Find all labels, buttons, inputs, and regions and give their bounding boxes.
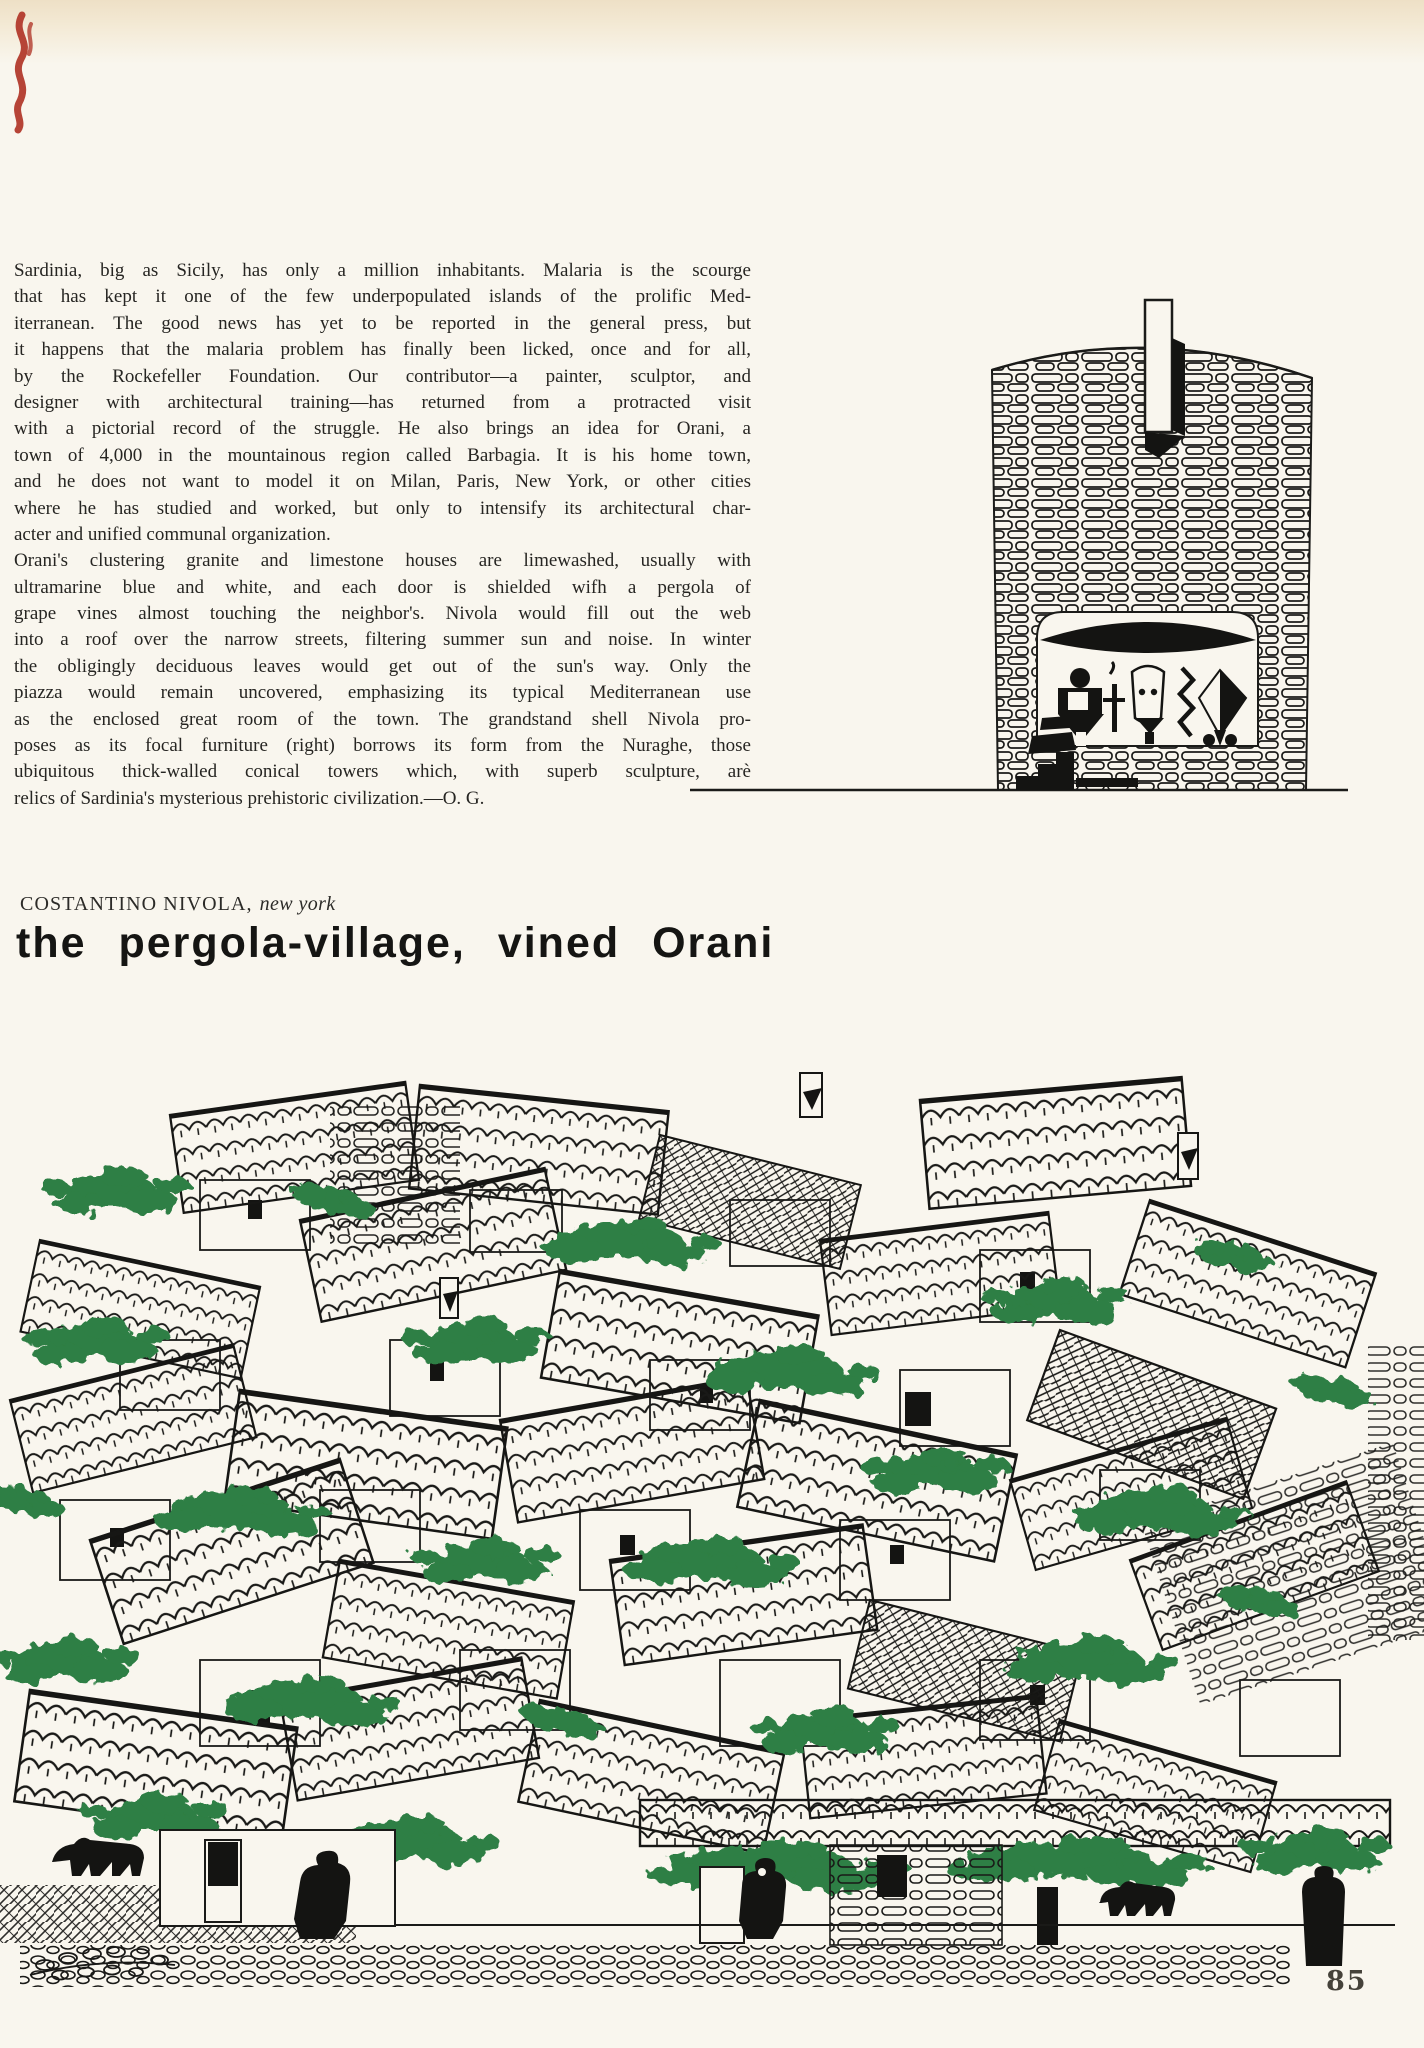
text-line: designer with architectural training—has returned from a protracted visit [14,391,751,413]
text-line: iterranean. The good news has yet to be reported in the general press, but [14,312,751,334]
standing-figure-right [1302,1866,1345,1966]
text-line: that has kept it one of the few underpopulated islands of the prolific Med- [14,286,751,308]
text-line: as the enclosed great room of the town. The grandstand shell Nivola pro- [14,708,751,730]
text-line: acter and unified communal organization. [14,523,331,545]
byline-location: new york [259,893,336,915]
text-line: relics of Sardinia's mysterious prehistoric civilization.—O. G. [14,787,485,809]
byline-name: COSTANTINO NIVOLA, [20,893,253,915]
stone-house-wall [830,1845,1002,1945]
text-line: piazza would remain uncovered, emphasizing its typical Mediterranean use [14,682,751,704]
doorway-center [700,1867,744,1943]
figure-face-dot [758,1868,766,1876]
dark-door-right [1037,1887,1058,1945]
donkey-silhouette-right [1099,1881,1175,1916]
byline [20,893,336,916]
text-line: by the Rockefeller Foundation. Our contributor—a painter, sculptor, and [14,365,751,387]
niche-figures [1058,662,1246,746]
intro-text [14,258,751,812]
text-line: ultramarine blue and white, and each door is shielded wifh a pergola of [14,576,751,598]
text-line: Orani's clustering granite and limestone houses are limewashed, usually with [14,550,751,572]
text-line: Sardinia, big as Sicily, has only a million inhabitants. Malaria is the scourge [14,260,751,281]
page-title: the pergola-village, vined Orani [16,919,775,967]
text-line: with a pictorial record of the struggle. He also brings an idea for Orani, a [14,418,751,440]
intro-paragraph-2 [14,548,751,812]
page-number: 85 [1326,1966,1368,1997]
text-line: where he has studied and worked, but only to intensify its architectural char- [14,497,751,519]
text-line: poses as its focal furniture (right) borrows its form from the Nuraghe, those [14,735,751,757]
intro-paragraph-1 [14,258,751,548]
text-line: the obligingly deciduous leaves would get out of the sun's way. Only the [14,655,751,677]
dark-window [877,1855,907,1897]
text-line: grape vines almost touching the neighbor's. Nivola would fill out the web [14,603,751,625]
donkey-silhouette-left [52,1838,144,1876]
red-pen-mark [6,10,42,136]
village-roofs [10,1077,1390,1872]
text-line: town of 4,000 in the mountainous region called Barbagia. It is his home town, [14,444,751,466]
page-top-shade [0,0,1424,64]
text-line: ubiquitous thick-walled conical towers which, with superb sculpture, arè [14,761,751,783]
nuraghe-illustration [680,288,1380,812]
village-illustration [0,1040,1424,2048]
text-line: it happens that the malaria problem has finally been licked, once and for all, [14,339,751,361]
text-line: and he does not want to model it on Milan, Paris, New York, or other cities [14,471,751,493]
ground-stones [20,1945,1290,1987]
text-line: into a roof over the narrow streets, filtering summer sun and noise. In winter [14,629,751,651]
